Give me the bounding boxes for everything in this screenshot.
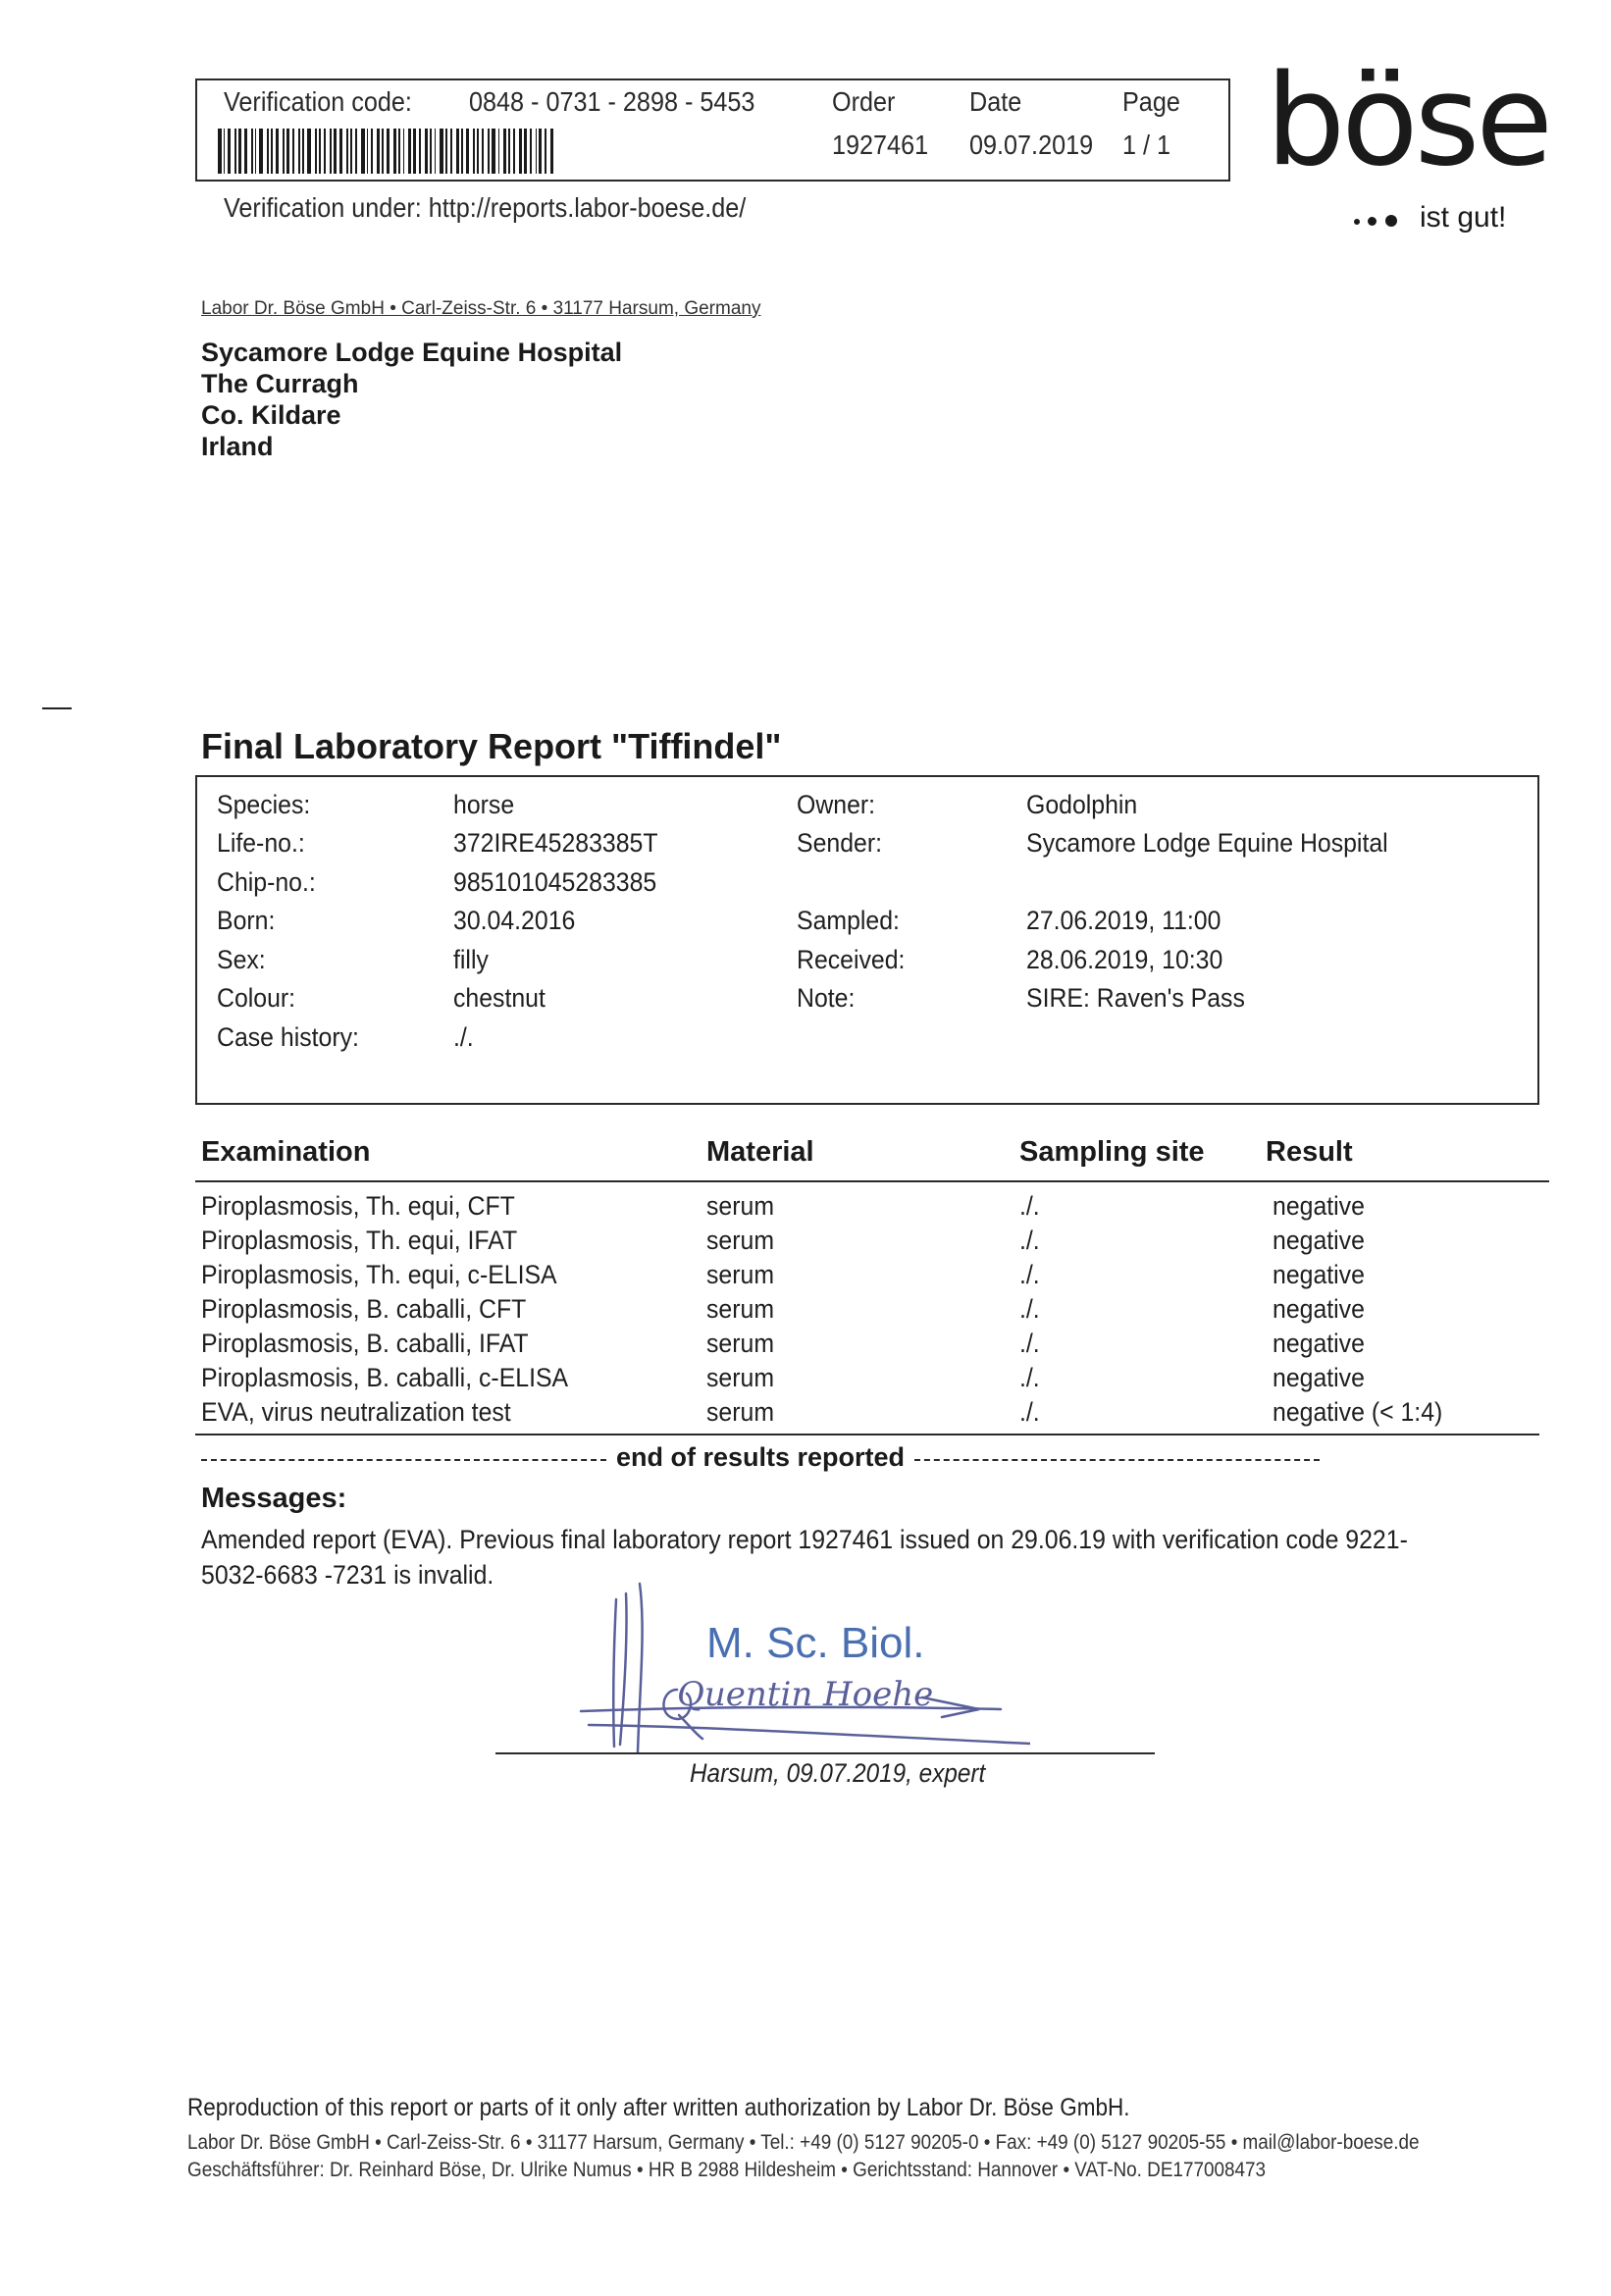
table-row-examination: Piroplasmosis, Th. equi, CFT <box>201 1191 515 1221</box>
barcode-bar <box>445 129 447 174</box>
barcode-bar <box>377 129 380 174</box>
table-row-material: serum <box>706 1397 775 1427</box>
table-row-sampling-site: ./. <box>1019 1294 1040 1324</box>
barcode-bar <box>550 129 554 174</box>
barcode-bar <box>466 129 470 174</box>
barcode-bar <box>324 129 326 174</box>
table-row-result: negative <box>1273 1191 1365 1221</box>
table-bottom-rule <box>195 1434 1539 1435</box>
colour-label: Colour: <box>217 983 296 1013</box>
table-row-material: serum <box>706 1226 775 1255</box>
table-row-sampling-site: ./. <box>1019 1191 1040 1221</box>
page-label: Page <box>1122 86 1180 117</box>
barcode-bar <box>298 129 300 174</box>
table-row-examination: EVA, virus neutralization test <box>201 1397 511 1427</box>
col-header-sampling-site: Sampling site <box>1019 1136 1205 1168</box>
barcode-bar <box>519 129 523 174</box>
barcode-bar <box>425 129 428 174</box>
barcode-bar <box>545 129 546 174</box>
barcode-bar <box>371 129 373 174</box>
table-row-result: negative <box>1273 1294 1365 1324</box>
col-header-material: Material <box>706 1136 814 1168</box>
footer-address-line: Labor Dr. Böse GmbH • Carl-Zeiss-Str. 6 • 31177 Harsum, Germany • Tel.: +49 (0) 5127 90205-0 • Fax: +49 (0) 5127 90205-55 • mail@labor-boese.de <box>187 2131 1420 2154</box>
case-history-label: Case history: <box>217 1022 359 1052</box>
barcode-bar <box>334 129 338 174</box>
barcode-bar <box>477 129 479 174</box>
end-of-results-label: end of results reported <box>615 1442 906 1472</box>
table-row-result: negative <box>1273 1329 1365 1358</box>
signature-stamp: M. Sc. Biol. <box>706 1619 925 1667</box>
report-date: 09.07.2019 <box>969 130 1094 160</box>
table-row-material: serum <box>706 1329 775 1358</box>
barcode-bar <box>513 129 515 174</box>
received-label: Received: <box>797 945 906 974</box>
barcode-bar <box>367 129 369 174</box>
date-label: Date <box>969 86 1022 117</box>
barcode-bar <box>228 129 231 174</box>
table-header-rule <box>195 1180 1549 1182</box>
life-no-label: Life-no.: <box>217 828 305 858</box>
barcode-bar <box>319 129 322 174</box>
sender-address-line: Labor Dr. Böse GmbH • Carl-Zeiss-Str. 6 • 31177 Harsum, Germany <box>201 298 761 319</box>
barcode-bar <box>286 129 290 174</box>
chip-no-label: Chip-no.: <box>217 867 316 897</box>
sampled-label: Sampled: <box>797 906 900 935</box>
table-row-result: negative <box>1273 1363 1365 1392</box>
footer-legal-line: Geschäftsführer: Dr. Reinhard Böse, Dr. Ulrike Numus • HR B 2988 Hildesheim • Gerichtsstand: Hannover • VAT-No. DE177008473 <box>187 2159 1267 2181</box>
owner-value: Godolphin <box>1026 790 1138 819</box>
table-row-material: serum <box>706 1191 775 1221</box>
barcode-bar <box>440 129 443 174</box>
barcode-bar <box>508 129 510 174</box>
sex-label: Sex: <box>217 945 266 974</box>
colour-value: chestnut <box>453 983 546 1013</box>
barcode-bar <box>267 129 269 174</box>
barcode-bar <box>276 129 279 174</box>
table-row-sampling-site: ./. <box>1019 1260 1040 1289</box>
recipient-line-2: The Curragh <box>201 369 359 398</box>
handwritten-signature <box>569 1580 1030 1756</box>
barcode-bar <box>498 129 500 174</box>
table-row-sampling-site: ./. <box>1019 1329 1040 1358</box>
table-row-examination: Piroplasmosis, Th. equi, IFAT <box>201 1226 518 1255</box>
patient-info-box <box>195 775 1539 1105</box>
fold-mark <box>42 707 72 709</box>
recipient-line-4: Irland <box>201 432 274 461</box>
barcode-bar <box>482 129 485 174</box>
table-row-sampling-site: ./. <box>1019 1226 1040 1255</box>
barcode-bar <box>315 129 317 174</box>
table-row-material: serum <box>706 1363 775 1392</box>
barcode-bar <box>408 129 411 174</box>
barcode-bar <box>238 129 242 174</box>
born-label: Born: <box>217 906 276 935</box>
verification-code-label: Verification code: <box>224 86 412 117</box>
barcode-bar <box>259 129 263 174</box>
barcode-bar <box>488 129 490 174</box>
messages-heading: Messages: <box>201 1483 347 1514</box>
page-number: 1 / 1 <box>1122 130 1171 160</box>
note-label: Note: <box>797 983 856 1013</box>
barcode-bar <box>530 129 532 174</box>
barcode-bar <box>283 129 285 174</box>
tagline-dots-icon <box>1354 214 1405 228</box>
signature-line <box>495 1752 1155 1754</box>
table-row-examination: Piroplasmosis, B. caballi, c-ELISA <box>201 1363 569 1392</box>
col-header-result: Result <box>1266 1136 1353 1168</box>
born-value: 30.04.2016 <box>453 906 576 935</box>
order-number: 1927461 <box>832 130 929 160</box>
barcode-bar <box>419 129 421 174</box>
logo-tagline: ist gut! <box>1420 201 1507 234</box>
barcode-bar <box>224 129 226 174</box>
barcode-bar <box>403 129 405 174</box>
boese-logo: böse <box>1266 48 1549 194</box>
barcode-bar <box>450 129 453 174</box>
barcode-bar <box>307 129 311 174</box>
barcode-bar <box>330 129 332 174</box>
table-row-examination: Piroplasmosis, B. caballi, CFT <box>201 1294 527 1324</box>
recipient-line-3: Co. Kildare <box>201 400 341 430</box>
col-header-examination: Examination <box>201 1136 371 1168</box>
owner-label: Owner: <box>797 790 876 819</box>
barcode-bar <box>539 129 542 174</box>
table-row-examination: Piroplasmosis, B. caballi, IFAT <box>201 1329 529 1358</box>
table-row-result: negative <box>1273 1260 1365 1289</box>
sender-label: Sender: <box>797 828 883 858</box>
order-label: Order <box>832 86 896 117</box>
barcode-bar <box>355 129 357 174</box>
barcode-bar <box>503 129 506 174</box>
barcode-bar <box>255 129 257 174</box>
species-value: horse <box>453 790 515 819</box>
barcode-bar <box>271 129 274 174</box>
dashed-rule-right <box>914 1459 1320 1461</box>
case-history-value: ./. <box>453 1022 474 1052</box>
barcode-bar <box>430 129 432 174</box>
barcode-bar <box>461 129 463 174</box>
note-value: SIRE: Raven's Pass <box>1026 983 1245 1013</box>
barcode-bar <box>361 129 365 174</box>
end-of-results-divider <box>201 1442 1320 1473</box>
verification-url: Verification under: http://reports.labor-boese.de/ <box>224 192 747 223</box>
barcode-bar <box>456 129 459 174</box>
signature-caption: Harsum, 09.07.2019, expert <box>690 1758 986 1788</box>
chip-no-value: 985101045283385 <box>453 867 657 897</box>
dashed-rule-left <box>201 1459 606 1461</box>
barcode-bar <box>398 129 400 174</box>
barcode-bar <box>302 129 305 174</box>
barcode-bar <box>536 129 538 174</box>
report-title: Final Laboratory Report "Tiffindel" <box>201 726 782 766</box>
barcode-bar <box>346 129 348 174</box>
sender-value: Sycamore Lodge Equine Hospital <box>1026 828 1388 858</box>
barcode-bar <box>413 129 417 174</box>
verification-code: 0848 - 0731 - 2898 - 5453 <box>469 86 755 117</box>
table-row-material: serum <box>706 1260 775 1289</box>
barcode-bar <box>234 129 236 174</box>
sex-value: filly <box>453 945 489 974</box>
barcode-bar <box>218 129 222 174</box>
barcode-bar <box>473 129 475 174</box>
sampled-value: 27.06.2019, 11:00 <box>1026 906 1221 935</box>
barcode <box>218 129 555 174</box>
messages-text: Amended report (EVA). Previous final laboratory report 1927461 issued on 29.06.19 with verification code 9221-5032-6683 -7231 is invalid. <box>201 1525 1408 1590</box>
table-row-material: serum <box>706 1294 775 1324</box>
barcode-bar <box>492 129 495 174</box>
barcode-bar <box>251 129 253 174</box>
table-row-sampling-site: ./. <box>1019 1397 1040 1427</box>
life-no-value: 372IRE45283385T <box>453 828 658 858</box>
species-label: Species: <box>217 790 311 819</box>
table-row-result: negative <box>1273 1226 1365 1255</box>
table-row-sampling-site: ./. <box>1019 1363 1040 1392</box>
signature-name: Quentin Hoehe <box>677 1675 934 1714</box>
table-row-examination: Piroplasmosis, Th. equi, c-ELISA <box>201 1260 557 1289</box>
barcode-bar <box>292 129 294 174</box>
barcode-bar <box>382 129 384 174</box>
barcode-bar <box>350 129 353 174</box>
barcode-bar <box>393 129 396 174</box>
reproduction-notice: Reproduction of this report or parts of it only after written authorization by Labor Dr. Böse GmbH. <box>187 2094 1130 2121</box>
barcode-bar <box>524 129 527 174</box>
barcode-bar <box>244 129 247 174</box>
barcode-bar <box>435 129 437 174</box>
barcode-bar <box>339 129 342 174</box>
received-value: 28.06.2019, 10:30 <box>1026 945 1223 974</box>
recipient-line-1: Sycamore Lodge Equine Hospital <box>201 338 623 367</box>
barcode-bar <box>387 129 390 174</box>
table-row-result: negative (< 1:4) <box>1273 1397 1443 1427</box>
